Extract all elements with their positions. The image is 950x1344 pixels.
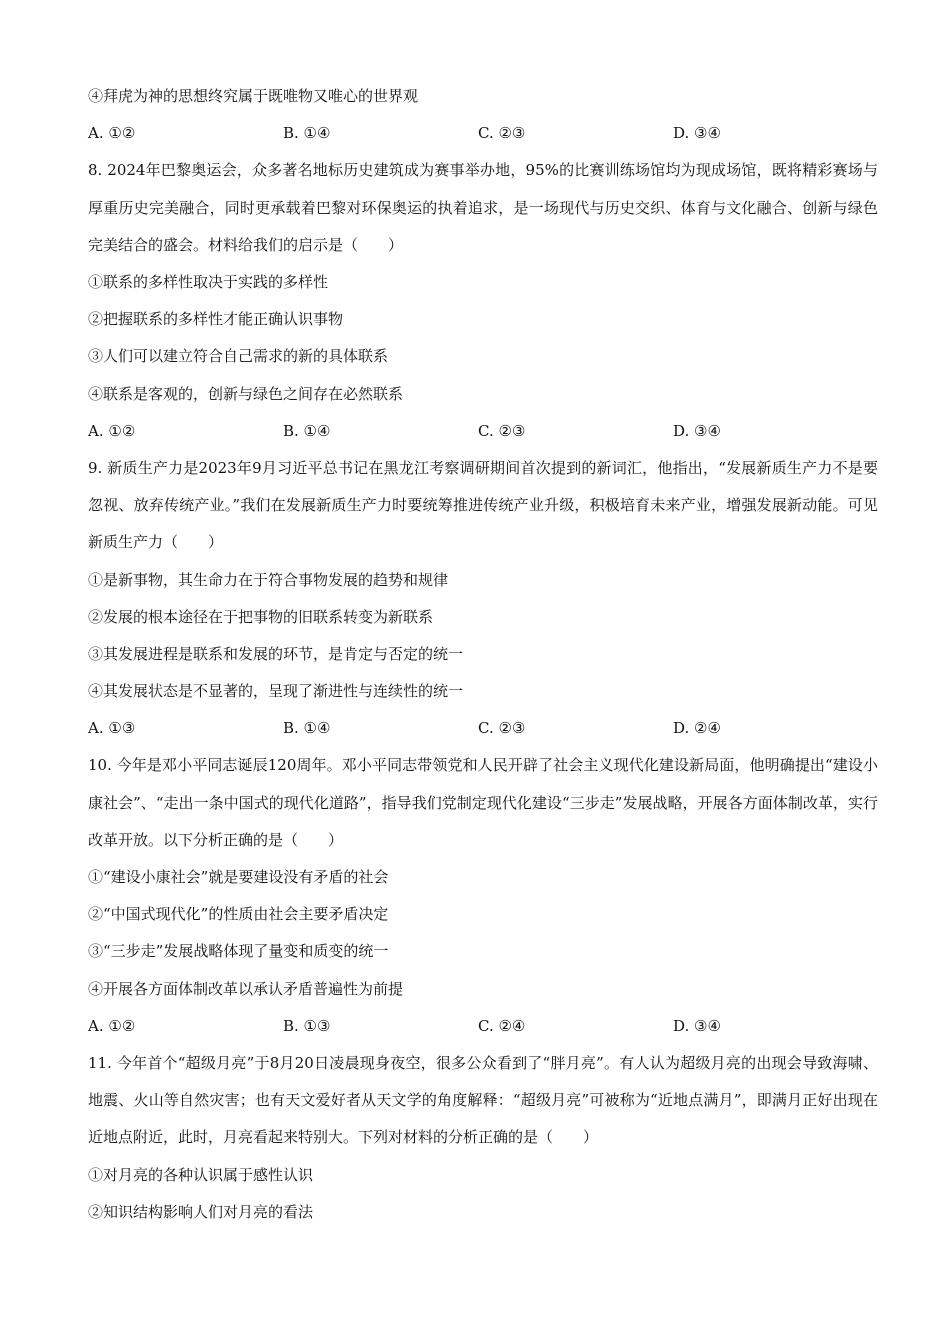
statement-line: ①是新事物，其生命力在于符合事物发展的趋势和规律 bbox=[88, 570, 449, 589]
statement-line: ④开展各方面体制改革以承认矛盾普遍性为前提 bbox=[88, 979, 404, 998]
statement-line: ①“建设小康社会”就是要建设没有矛盾的社会 bbox=[88, 868, 389, 887]
question-9 bbox=[88, 450, 878, 748]
statement-line: ④拜虎为神的思想终究属于既唯物又唯心的世界观 bbox=[88, 87, 419, 105]
statement-line: ③“三步走”发展战略体现了量变和质变的统一 bbox=[88, 942, 389, 961]
statement-line: ①联系的多样性取决于实践的多样性 bbox=[88, 272, 329, 291]
answer-options-row bbox=[88, 710, 878, 747]
option-d: D. ③④ bbox=[673, 421, 721, 440]
statement-line: ②知识结构影响人们对月亮的看法 bbox=[88, 1202, 314, 1221]
option-a: A. ①② bbox=[88, 1016, 136, 1035]
option-c: C. ②③ bbox=[478, 421, 526, 440]
question-stem: 8. 2024年巴黎奥运会，众多著名地标历史建筑成为赛事举办地，95%的比赛训练场馆均为现成场馆，既将精彩赛场与厚重历史完美融合，同时更承载着巴黎对环保奥运的执着追求，是一场现代与历史交织、体育与文化融合、创新与绿色完美结合的盛会。材料给我们的启示是（ ） bbox=[88, 161, 878, 254]
question-8 bbox=[88, 152, 878, 450]
option-c: C. ②③ bbox=[478, 124, 526, 143]
question-10 bbox=[88, 747, 878, 1045]
answer-options-row bbox=[88, 413, 878, 450]
page-content bbox=[88, 78, 878, 1231]
option-b: B. ①④ bbox=[283, 421, 331, 440]
answer-options-row bbox=[88, 115, 878, 152]
statement-line: ②把握联系的多样性才能正确认识事物 bbox=[88, 310, 344, 329]
statement-line: ④其发展状态是不显著的，呈现了渐进性与连续性的统一 bbox=[88, 682, 464, 701]
statement-line: ④联系是客观的，创新与绿色之间存在必然联系 bbox=[88, 384, 404, 403]
option-d: D. ③④ bbox=[673, 124, 721, 143]
option-c: C. ②③ bbox=[478, 719, 526, 738]
question-stem: 9. 新质生产力是2023年9月习近平总书记在黑龙江考察调研期间首次提到的新词汇，他指出，“发展新质生产力不是要忽视、放弃传统产业。”我们在发展新质生产力时要统筹推进传统产业升级，积极培育未来产业，增强发展新动能。可见新质生产力（ ） bbox=[88, 458, 878, 552]
option-c: C. ②④ bbox=[478, 1016, 526, 1035]
question-stem: 11. 今年首个“超级月亮”于8月20日凌晨现身夜空，很多公众看到了“胖月亮”。有人认为超级月亮的出现会导致海啸、地震、火山等自然灾害；也有天文爱好者从天文学的角度解释：“超级月亮”可被称为“近地点满月”，即满月正好出现在近地点附近，此时，月亮看起来特别大。下列对材料的分析正确的是（ ） bbox=[88, 1054, 878, 1147]
question-11 bbox=[88, 1045, 878, 1231]
option-a: A. ①② bbox=[88, 124, 136, 143]
option-b: B. ①③ bbox=[283, 1016, 331, 1035]
option-a: A. ①② bbox=[88, 421, 136, 440]
option-a: A. ①③ bbox=[88, 719, 136, 738]
statement-line: ①对月亮的各种认识属于感性认识 bbox=[88, 1165, 314, 1184]
statement-line: ②发展的根本途径在于把事物的旧联系转变为新联系 bbox=[88, 607, 434, 626]
option-b: B. ①④ bbox=[283, 124, 331, 143]
option-d: D. ③④ bbox=[673, 1016, 721, 1035]
statement-line: ②“中国式现代化”的性质由社会主要矛盾决定 bbox=[88, 905, 389, 924]
statement-line: ③其发展进程是联系和发展的环节，是肯定与否定的统一 bbox=[88, 644, 464, 663]
option-b: B. ①④ bbox=[283, 719, 331, 738]
answer-options-row bbox=[88, 1008, 878, 1045]
question-stem: 10. 今年是邓小平同志诞辰120周年。邓小平同志带领党和人民开辟了社会主义现代化建设新局面，他明确提出“建设小康社会”、“走出一条中国式的现代化道路”，指导我们党制定现代化建设“三步走”发展战略，开展各方面体制改革，实行改革开放。以下分析正确的是（ ） bbox=[88, 756, 878, 849]
statement-line: ③人们可以建立符合自己需求的新的具体联系 bbox=[88, 347, 389, 366]
option-d: D. ②④ bbox=[673, 719, 721, 738]
